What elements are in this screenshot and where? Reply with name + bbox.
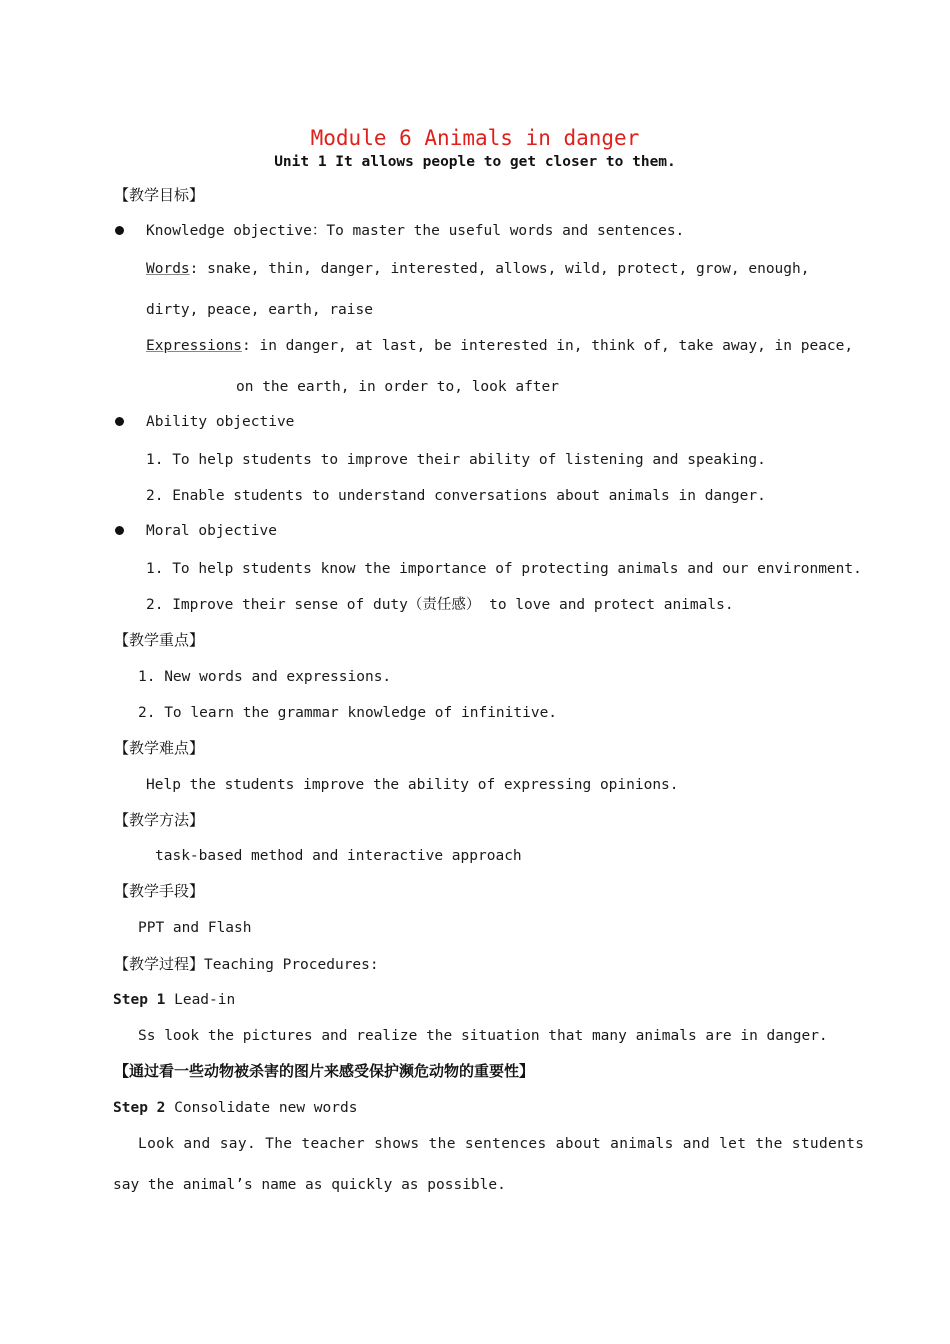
key-points-heading: 【教学重点】: [114, 631, 205, 649]
step-1-text: Ss look the pictures and realize the situation that many animals are in danger.: [138, 1028, 828, 1044]
knowledge-objective: Knowledge objective：To master the useful words and sentences.: [146, 223, 685, 239]
process-label: Teaching Procedures:: [204, 957, 379, 973]
expressions-line-2: on the earth, in order to, look after: [236, 379, 560, 395]
method-heading: 【教学方法】: [114, 811, 205, 829]
bullet-icon: [115, 226, 124, 235]
means-heading: 【教学手段】: [114, 882, 205, 900]
step-1-note: 【通过看一些动物被杀害的图片来感受保护濒危动物的重要性】: [114, 1062, 535, 1080]
words-line-1: [146, 259, 809, 279]
ability-objective: Ability objective: [146, 414, 295, 430]
words-label: Words: [146, 261, 190, 277]
expressions-list: : in danger, at last, be interested in, think of, take away, in peace,: [242, 338, 854, 354]
means-text: PPT and Flash: [138, 920, 252, 936]
expressions-label: Expressions: [146, 338, 243, 354]
method-text: task-based method and interactive approach: [155, 848, 522, 864]
ability-item-1: 1. To help students to improve their ability of listening and speaking.: [146, 452, 766, 468]
moral-objective: Moral objective: [146, 523, 277, 539]
step-2-text-1: Look and say. The teacher shows the sentences about animals and let the students: [138, 1136, 865, 1152]
moral-item-1: 1. To help students know the importance of protecting animals and our environment.: [146, 561, 862, 577]
objectives-heading: 【教学目标】: [114, 186, 205, 204]
step-2-label: Step 2: [113, 1100, 166, 1116]
key-point-2: 2. To learn the grammar knowledge of infinitive.: [138, 705, 558, 721]
difficult-point-1: Help the students improve the ability of expressing opinions.: [146, 777, 679, 793]
step-2-line: [113, 1098, 357, 1118]
bullet-icon: [115, 417, 124, 426]
ability-item-2: 2. Enable students to understand conversations about animals in danger.: [146, 488, 766, 504]
step-1-label: Step 1: [113, 992, 166, 1008]
words-line-2: dirty, peace, earth, raise: [146, 302, 373, 318]
step-2-title: Consolidate new words: [165, 1100, 358, 1116]
bullet-icon: [115, 526, 124, 535]
process-line: [114, 954, 379, 975]
expressions-line-1: [146, 336, 853, 356]
key-point-1: 1. New words and expressions.: [138, 669, 392, 685]
difficult-points-heading: 【教学难点】: [114, 739, 205, 757]
step-1-title: Lead-in: [165, 992, 236, 1008]
moral-item-2: 2. Improve their sense of duty（责任感） to love and protect animals.: [146, 597, 734, 613]
module-title: Module 6 Animals in danger: [310, 126, 640, 150]
step-1-line: [113, 990, 235, 1010]
words-list: : snake, thin, danger, interested, allows, wild, protect, grow, enough,: [189, 261, 810, 277]
process-heading: 【教学过程】: [114, 955, 205, 973]
unit-subtitle: Unit 1 It allows people to get closer to them.: [274, 154, 676, 170]
step-2-text-2: say the animal’s name as quickly as possible.: [113, 1177, 506, 1193]
